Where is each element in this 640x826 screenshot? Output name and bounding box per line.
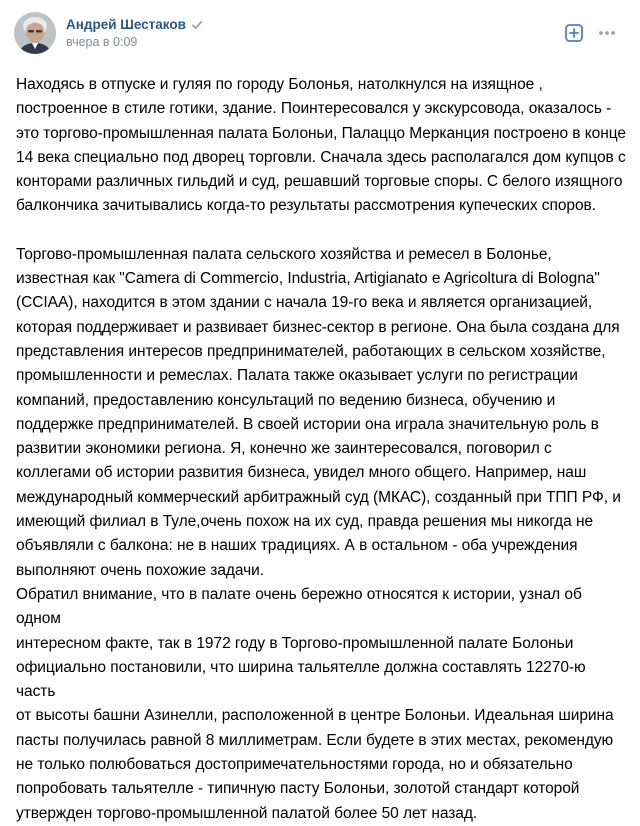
post-time[interactable]: вчера в 0:09 — [66, 35, 138, 49]
verified-check-icon — [191, 18, 203, 30]
post-paragraph-2: Торгово-промышленная палата сельского хозяйства и ремесел в Болонье, известная как "Camera di Commercio, Industria, Artigianato e Agricoltura di Bologna" (CCIAA), находится в этом здании с начала 19-го века и является организацией, которая поддерживает и развивает бизнес-сектор в регионе. Она была создана для представления интересов предпринимателей, работающих в сельском хозяйстве, промышленности и ремеслах. Палата также оказывает услуги по регистрации компаний, предоставлению консультаций по ведению бизнеса, обучению и поддержке предпринимателей. В своей истории она играла значительную роль в развитии экономики региона. Я, конечно же заинтересовался, поговорил с коллегами об истории развития бизнеса, увидел много общего. Например, наш международный коммерческий арбитражный суд (МКАС), созданный при ТПП РФ, и имеющий филиал в Туле,очень похож на их суд, правда решения мы никогда не объявляли с балкона: не в наших традициях. А в остальном - оба учреждения выполняют очень похожие задачи. — [16, 245, 621, 579]
more-horizontal-icon — [597, 23, 617, 43]
plus-square-icon — [564, 23, 584, 43]
more-button[interactable] — [596, 22, 618, 44]
author-line — [66, 15, 203, 33]
paragraph-spacer — [16, 219, 628, 243]
author-name[interactable]: Андрей Шестаков — [66, 16, 186, 32]
add-button[interactable] — [563, 22, 585, 44]
post-paragraph-3: Обратил внимание, что в палате очень бережно относятся к истории, узнал об одном интересном факте, так в 1972 году в Торгово-промышленной палате Болоньи официально постановили, что ширина тальятелле должна составлять 12270-ю часть от высоты башни Азинелли, расположенной в центре Болоньи. Идеальная ширина пасты получилась равной 8 миллиметрам. Если будете в этих местах, рекомендую не только полюбоваться достопримечательностями города, но и обязательно попробовать тальятелле - типичную пасту Болоньи, золотой стандарт которой утвержден торгово-промышленной палатой более 50 лет назад. — [16, 585, 614, 822]
author-photo — [14, 12, 56, 54]
avatar[interactable] — [14, 12, 56, 54]
post-header — [0, 0, 640, 66]
post-paragraph-1: Находясь в отпуске и гуляя по городу Болонья, натолкнулся на изящное , построенное в стиле готики, здание. Поинтересовался у экскурсовода, оказалось - это торгово-промышленная палата Болоньи, Палаццо Мерканция построено в конце 14 века специально под дворец торговли. Сначала здесь располагался дом купцов с конторами различных гильдий и суд, решавший торговые споры. С белого изящного балкончика зачитывались когда-то результаты рассмотрения купеческих споров. — [16, 76, 626, 215]
post-text — [16, 73, 628, 826]
